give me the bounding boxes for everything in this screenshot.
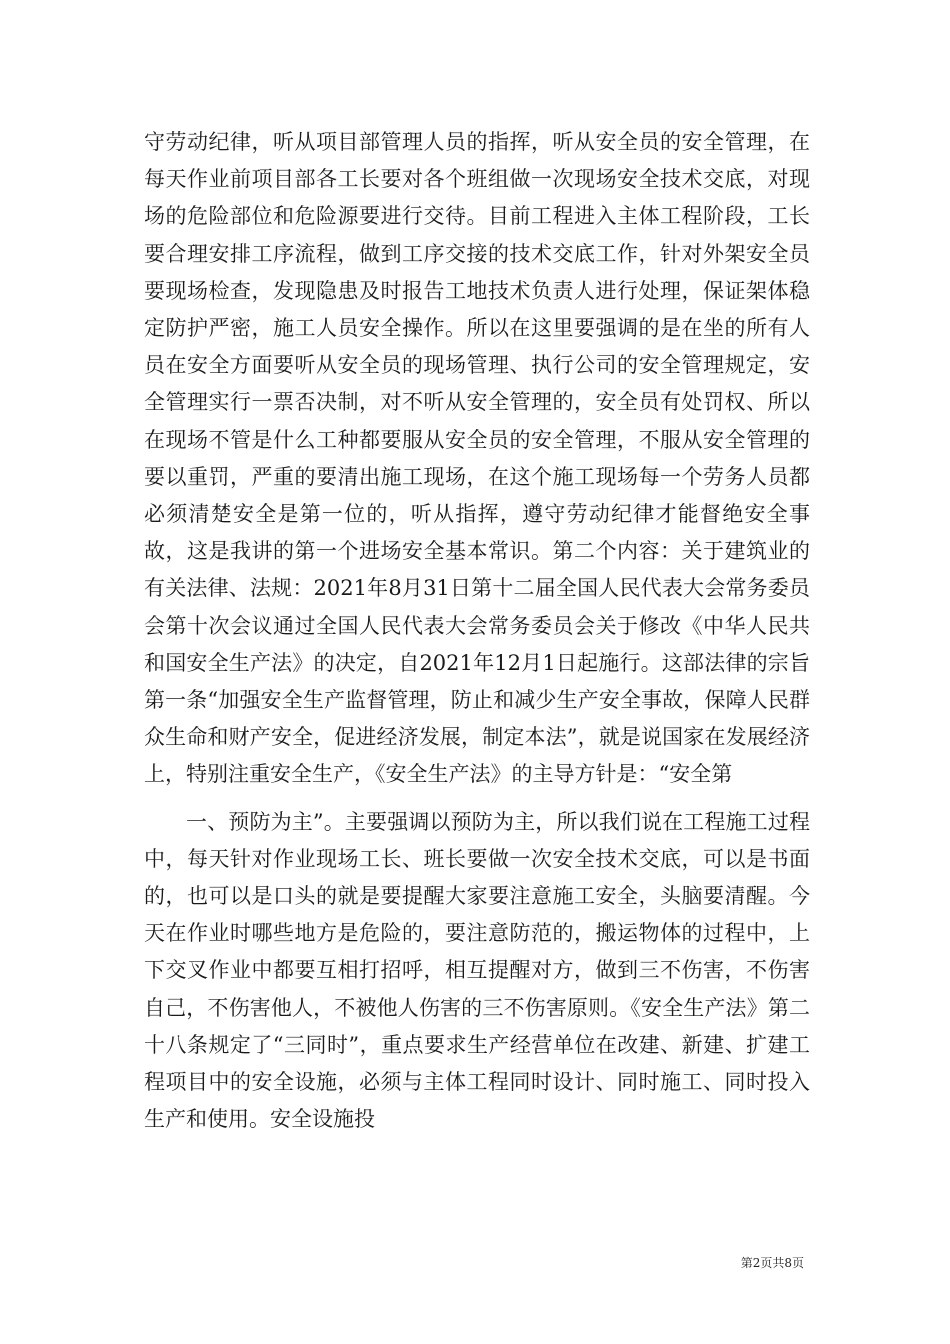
document-body	[144, 124, 810, 1138]
page-number-footer: 第2页共8页	[740, 1256, 804, 1270]
paragraph-2: 一、预防为主”。主要强调以预防为主，所以我们说在工程施工过程中，每天针对作业现场工长、班长要做一次安全技术交底，可以是书面的，也可以是口头的就是要提醒大家要注意施工安全，头脑要清醒。今天在作业时哪些地方是危险的，要注意防范的，搬运物体的过程中，上下交叉作业中都要互相打招呼，相互提醒对方，做到三不伤害，不伤害自己，不伤害他人，不被他人伤害的三不伤害原则。《安全生产法》第二十八条规定了“三同时”，重点要求生产经营单位在改建、新建、扩建工程项目中的安全设施，必须与主体工程同时设计、同时施工、同时投入生产和使用。安全设施投	[144, 809, 810, 1132]
paragraph-1: 守劳动纪律，听从项目部管理人员的指挥，听从安全员的安全管理，在每天作业前项目部各工长要对各个班组做一次现场安全技术交底，对现场的危险部位和危险源要进行交待。目前工程进入主体工程阶段，工长要合理安排工序流程，做到工序交接的技术交底工作，针对外架安全员要现场检查，发现隐患及时报告工地技术负责人进行处理，保证架体稳定防护严密，施工人员安全操作。所以在这里要强调的是在坐的所有人员在安全方面要听从安全员的现场管理、执行公司的安全管理规定，安全管理实行一票否决制，对不听从安全管理的，安全员有处罚权、所以在现场不管是什么工种都要服从安全员的安全管理，不服从安全管理的要以重罚，严重的要清出施工现场，在这个施工现场每一个劳务人员都必须清楚安全是第一位的，听从指挥，遵守劳动纪律才能督绝安全事故，这是我讲的第一个进场安全基本常识。第二个内容：关于建筑业的有关法律、法规：2021年8月31日第十二届全国人民代表大会常务委员会第十次会议通过全国人民代表大会常务委员会关于修改《中华人民共和国安全生产法》的决定，自2021年12月1日起施行。这部法律的宗旨第一条“加强安全生产监督管理，防止和减少生产安全事故，保障人民群众生命和财产安全，促进经济发展，制定本法”，就是说国家在发展经济上，特别注重安全生产，《安全生产法》的主导方针是：“安全第	[144, 130, 810, 787]
